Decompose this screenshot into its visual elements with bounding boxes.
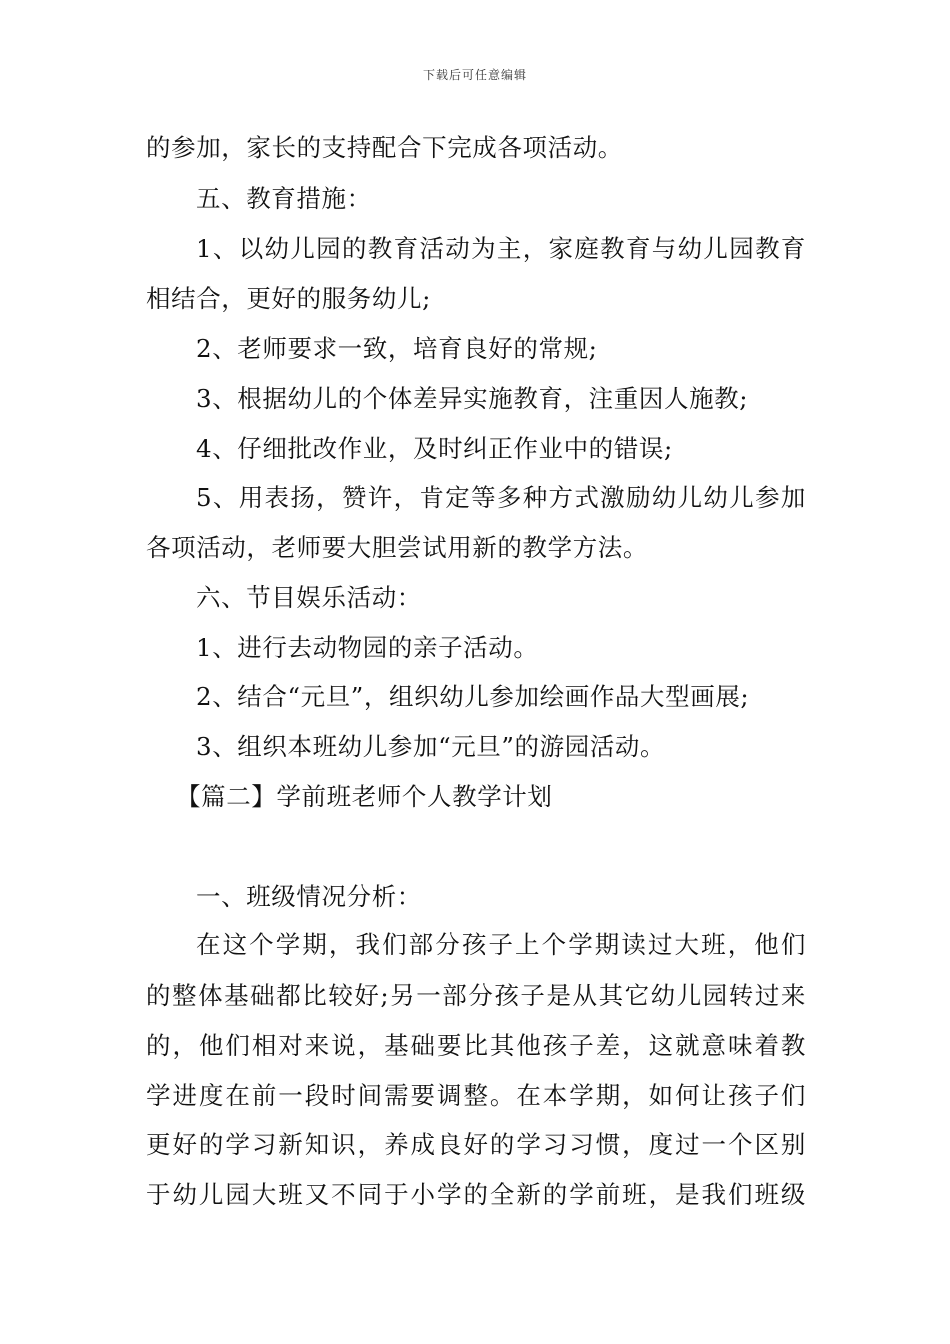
header-note: 下载后可任意编辑 <box>422 68 527 82</box>
text-line: 的参加，家长的支持配合下完成各项活动。 <box>146 133 623 162</box>
article-title: 【篇二】学前班老师个人教学计划 <box>176 782 553 811</box>
text-line: 5、用表扬，赞许，肯定等多种方式激励幼儿幼儿参加 <box>196 483 806 512</box>
text-line: 更好的学习新知识，养成良好的学习习惯，度过一个区别 <box>146 1130 806 1159</box>
text-line: 2、老师要求一致，培育良好的常规; <box>196 334 598 363</box>
text-line: 各项活动，老师要大胆尝试用新的教学方法。 <box>146 533 648 562</box>
text-line: 3、组织本班幼儿参加“元旦”的游园活动。 <box>196 732 666 761</box>
text-line: 相结合，更好的服务幼儿; <box>146 284 431 313</box>
section-heading: 五、教育措施： <box>196 184 372 213</box>
text-line: 1、进行去动物园的亲子活动。 <box>196 633 539 662</box>
text-line: 的，他们相对来说，基础要比其他孩子差，这就意味着教 <box>146 1031 806 1060</box>
text-line: 于幼儿园大班又不同于小学的全新的学前班，是我们班级 <box>146 1180 806 1209</box>
text-line: 2、结合“元旦”，组织幼儿参加绘画作品大型画展; <box>196 682 750 711</box>
text-line: 的整体基础都比较好;另一部分孩子是从其它幼儿园转过来 <box>146 981 806 1010</box>
text-line: 4、仔细批改作业，及时纠正作业中的错误; <box>196 434 673 463</box>
section-heading: 一、班级情况分析： <box>196 882 422 911</box>
section-heading: 六、节目娱乐活动： <box>196 583 422 612</box>
text-line: 在这个学期，我们部分孩子上个学期读过大班，他们 <box>196 930 806 959</box>
text-line: 学进度在前一段时间需要调整。在本学期，如何让孩子们 <box>146 1081 806 1110</box>
text-line: 3、根据幼儿的个体差异实施教育，注重因人施教; <box>196 384 749 413</box>
text-line: 1、以幼儿园的教育活动为主，家庭教育与幼儿园教育 <box>196 234 806 263</box>
